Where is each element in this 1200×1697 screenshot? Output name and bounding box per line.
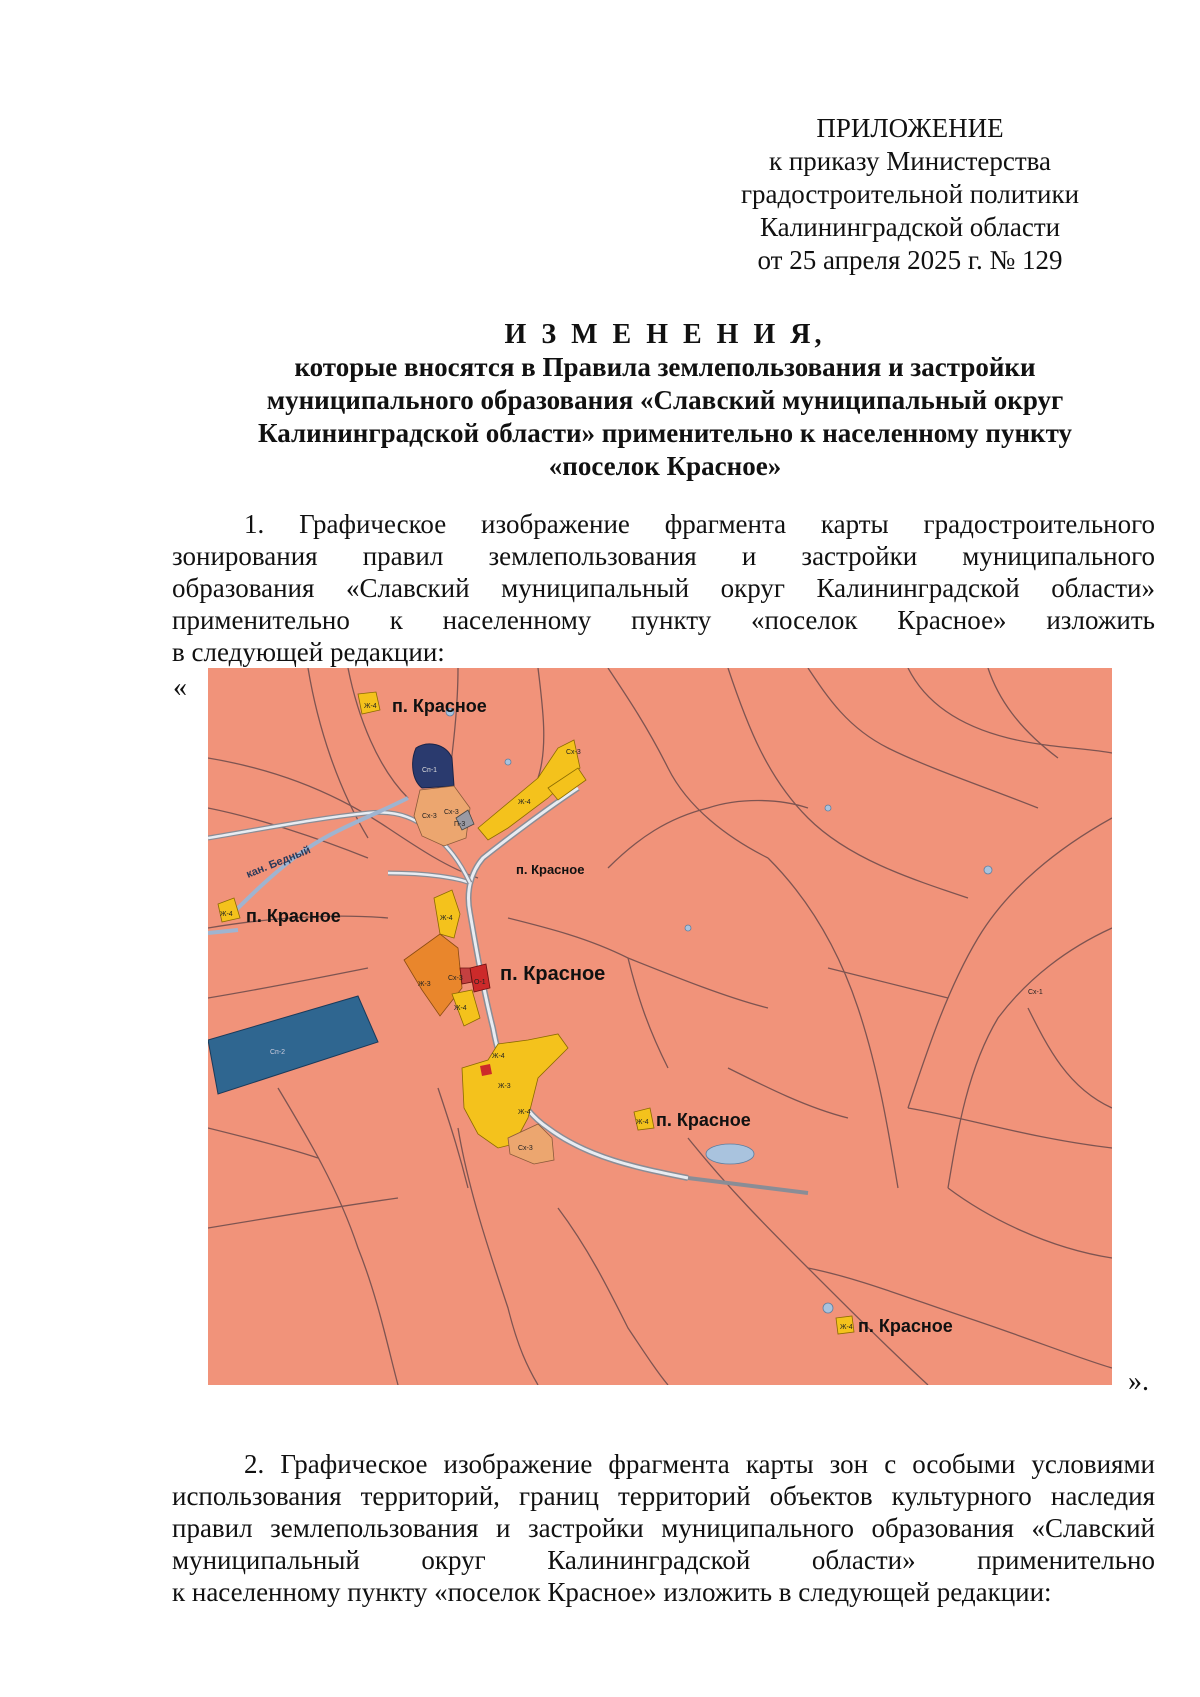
zone-label-sh3-c: Сх-3 [448,975,463,982]
document-title [170,318,1160,483]
canal-label: кан. Бедный [244,844,313,881]
paragraph-1-line-3: образования «Славский муниципальный округ Калининградской области» [172,573,1155,603]
zone-label-sh1: Сх-1 [1028,989,1043,996]
zone-label-zh4-nw: Ж-4 [364,703,377,710]
paragraph-2-line-1: 2. Графическое изображение фрагмента карты зон с особыми условиями [244,1449,1155,1479]
zone-label-zh3-s: Ж-3 [498,1083,511,1090]
settlement-label-center: п. Красное [500,963,606,985]
zone-label-zh4-s2: Ж-4 [518,1109,531,1116]
paragraph-1 [172,508,1155,668]
appendix-line-ministry: градостроительной политики [740,179,1080,209]
appendix-title: ПРИЛОЖЕНИЕ [816,113,1004,143]
appendix-line-order: к приказу Министерства [768,146,1052,176]
zoning-map [208,668,1112,1385]
paragraph-2-line-3: правил землепользования и застройки муниципального образования «Славский [172,1513,1155,1543]
quote-open-mark: « [173,672,187,703]
appendix-line-region: Калининградской области [759,212,1061,242]
paragraph-2-line-4: муниципальный округ Калининградской области» применительно [172,1545,1155,1575]
zone-label-zh4-s3: Ж-4 [840,1324,853,1331]
zone-label-sp2: Сп-2 [270,1049,286,1056]
zone-label-o1: О-1 [474,979,486,986]
paragraph-1-line-5: в следующей редакции: [172,637,445,667]
zone-label-sh3-s: Сх-3 [518,1145,533,1152]
zone-label-sh3-n2: Сх-3 [444,809,459,816]
paragraph-1-line-2: зонирования правил землепользования и застройки муниципального [172,541,1155,571]
paragraph-2-line-5: к населенному пункту «поселок Красное» изложить в следующей редакции: [172,1577,1052,1607]
zone-label-p3: П-3 [454,821,466,828]
zone-label-zh4-c: Ж-4 [440,915,453,922]
zone-label-zh4-se: Ж-4 [636,1119,649,1126]
zone-label-zh3: Ж-3 [418,981,431,988]
zone-label-zh4-w: Ж-4 [220,911,233,918]
quote-close-mark: ». [1128,1366,1149,1397]
paragraph-1-line-4: применительно к населенному пункту «поселок Красное» изложить [172,605,1155,635]
settlement-label-w: п. Красное [246,906,341,926]
settlement-label-se: п. Красное [656,1110,751,1130]
settlement-label-center-small: п. Красное [516,862,585,877]
zone-label-sh3-ne: Сх-3 [566,749,581,756]
paragraph-2-line-2: использования территорий, границ территорий объектов культурного наследия [172,1481,1155,1511]
zone-label-zh4-c2: Ж-4 [454,1005,467,1012]
zone-label-zh4-s: Ж-4 [492,1053,505,1060]
paragraph-1-line-1: 1. Графическое изображение фрагмента карты градостроительного [244,509,1155,539]
appendix-line-date: от 25 апреля 2025 г. № 129 [757,245,1063,275]
zone-label-zh4-ne: Ж-4 [518,799,531,806]
zone-label-sh3-n: Сх-3 [422,813,437,820]
title-line-4: «поселок Красное» [548,451,782,481]
title-line-3: Калининградской области» применительно к населенному пункту [258,418,1072,448]
settlement-label-nw: п. Красное [392,696,487,716]
appendix-block [700,112,1120,277]
settlement-label-s: п. Красное [858,1316,953,1336]
paragraph-2 [172,1448,1155,1608]
title-line-1: которые вносятся в Правила землепользования и застройки [294,352,1036,382]
title-line-2: муниципального образования «Славский муниципальный округ [266,385,1064,415]
zone-label-sp1: Сп-1 [422,767,438,774]
title-heading: И З М Е Н Е Н И Я, [504,319,826,350]
